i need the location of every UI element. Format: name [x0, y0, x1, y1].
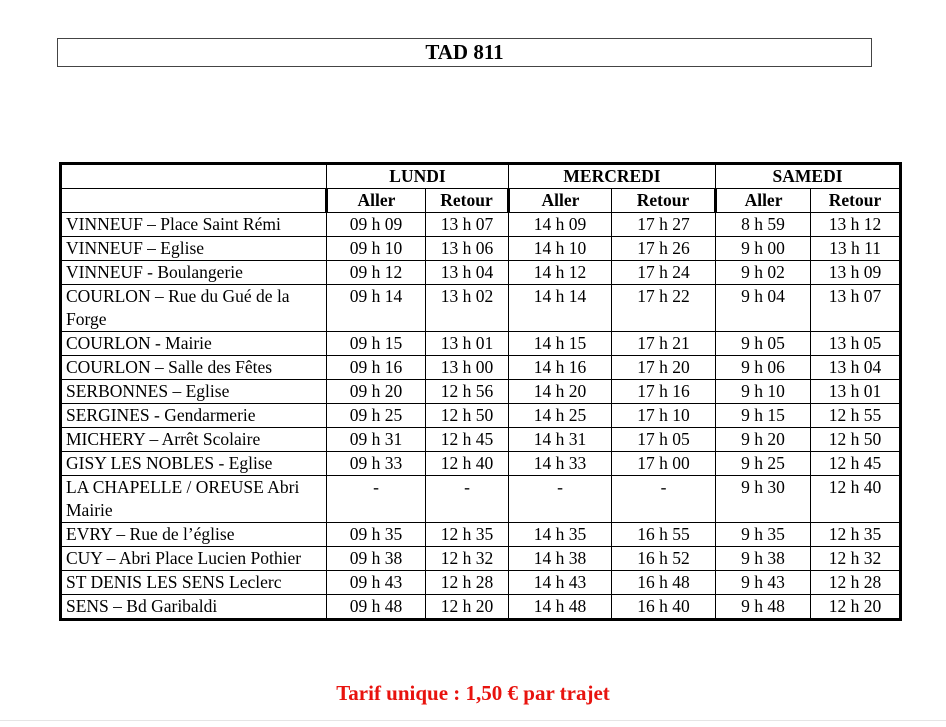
table-row — [61, 285, 901, 332]
time-cell: 13 h 04 — [811, 356, 901, 380]
corner-cell-2 — [61, 189, 327, 213]
time-cell: 12 h 32 — [811, 547, 901, 571]
time-cell: 13 h 12 — [811, 213, 901, 237]
time-cell: 12 h 45 — [811, 452, 901, 476]
table-row — [61, 380, 901, 404]
time-cell: 9 h 10 — [716, 380, 811, 404]
time-cell: 14 h 12 — [509, 261, 612, 285]
time-cell: 09 h 16 — [327, 356, 426, 380]
time-cell: 12 h 55 — [811, 404, 901, 428]
timetable — [59, 162, 902, 621]
time-cell: 14 h 09 — [509, 213, 612, 237]
time-cell: 13 h 09 — [811, 261, 901, 285]
direction-header: Aller — [509, 189, 612, 213]
day-header-row — [61, 164, 901, 189]
time-cell: 17 h 21 — [612, 332, 716, 356]
time-cell: 9 h 43 — [716, 571, 811, 595]
stop-name: MICHERY – Arrêt Scolaire — [61, 428, 327, 452]
time-cell: 13 h 04 — [426, 261, 509, 285]
stop-name: CUY – Abri Place Lucien Pothier — [61, 547, 327, 571]
time-cell: 12 h 28 — [811, 571, 901, 595]
time-cell: 09 h 10 — [327, 237, 426, 261]
time-cell: 12 h 20 — [811, 595, 901, 620]
time-cell: 09 h 35 — [327, 523, 426, 547]
corner-cell — [61, 164, 327, 189]
time-cell: 17 h 22 — [612, 285, 716, 332]
table-row — [61, 523, 901, 547]
table-row — [61, 332, 901, 356]
time-cell: 9 h 02 — [716, 261, 811, 285]
time-cell: 12 h 56 — [426, 380, 509, 404]
direction-header: Retour — [612, 189, 716, 213]
time-cell: 9 h 04 — [716, 285, 811, 332]
stop-name: LA CHAPELLE / OREUSE Abri Mairie — [61, 476, 327, 523]
tarif-note: Tarif unique : 1,50 € par trajet — [336, 681, 610, 705]
time-cell: 9 h 48 — [716, 595, 811, 620]
time-cell: 17 h 10 — [612, 404, 716, 428]
table-row — [61, 404, 901, 428]
direction-header: Retour — [426, 189, 509, 213]
time-cell: 14 h 16 — [509, 356, 612, 380]
time-cell: 9 h 30 — [716, 476, 811, 523]
day-header-samedi: SAMEDI — [716, 164, 901, 189]
time-cell: 14 h 15 — [509, 332, 612, 356]
direction-header: Aller — [716, 189, 811, 213]
time-cell: - — [426, 476, 509, 523]
time-cell: 13 h 00 — [426, 356, 509, 380]
table-row — [61, 428, 901, 452]
time-cell: 14 h 20 — [509, 380, 612, 404]
time-cell: 9 h 15 — [716, 404, 811, 428]
table-row — [61, 547, 901, 571]
time-cell: 12 h 35 — [426, 523, 509, 547]
table-row — [61, 476, 901, 523]
time-cell: 14 h 31 — [509, 428, 612, 452]
direction-header-row — [61, 189, 901, 213]
time-cell: 14 h 14 — [509, 285, 612, 332]
time-cell: 17 h 16 — [612, 380, 716, 404]
stop-name: EVRY – Rue de l’église — [61, 523, 327, 547]
time-cell: 09 h 38 — [327, 547, 426, 571]
table-row — [61, 595, 901, 620]
time-cell: 14 h 35 — [509, 523, 612, 547]
time-cell: 12 h 32 — [426, 547, 509, 571]
stop-name: ST DENIS LES SENS Leclerc — [61, 571, 327, 595]
time-cell: 12 h 40 — [811, 476, 901, 523]
time-cell: 14 h 10 — [509, 237, 612, 261]
time-cell: 09 h 25 — [327, 404, 426, 428]
time-cell: 16 h 40 — [612, 595, 716, 620]
time-cell: 12 h 50 — [426, 404, 509, 428]
time-cell: 12 h 50 — [811, 428, 901, 452]
time-cell: 09 h 12 — [327, 261, 426, 285]
stop-name: SENS – Bd Garibaldi — [61, 595, 327, 620]
table-row — [61, 237, 901, 261]
table-row — [61, 261, 901, 285]
stop-name: GISY LES NOBLES - Eglise — [61, 452, 327, 476]
time-cell: 9 h 25 — [716, 452, 811, 476]
time-cell: - — [612, 476, 716, 523]
table-row — [61, 452, 901, 476]
time-cell: 12 h 40 — [426, 452, 509, 476]
time-cell: 14 h 33 — [509, 452, 612, 476]
stop-name: COURLON – Salle des Fêtes — [61, 356, 327, 380]
time-cell: 09 h 43 — [327, 571, 426, 595]
time-cell: 13 h 07 — [426, 213, 509, 237]
time-cell: 16 h 52 — [612, 547, 716, 571]
stop-name: VINNEUF – Place Saint Rémi — [61, 213, 327, 237]
time-cell: 09 h 14 — [327, 285, 426, 332]
time-cell: 17 h 05 — [612, 428, 716, 452]
time-cell: 9 h 06 — [716, 356, 811, 380]
time-cell: 9 h 05 — [716, 332, 811, 356]
time-cell: - — [327, 476, 426, 523]
time-cell: 8 h 59 — [716, 213, 811, 237]
time-cell: 17 h 24 — [612, 261, 716, 285]
time-cell: 09 h 48 — [327, 595, 426, 620]
day-header-mercredi: MERCREDI — [509, 164, 716, 189]
page-bottom-divider — [0, 720, 946, 721]
time-cell: 9 h 38 — [716, 547, 811, 571]
time-cell: 9 h 00 — [716, 237, 811, 261]
table-row — [61, 571, 901, 595]
time-cell: 13 h 02 — [426, 285, 509, 332]
time-cell: 12 h 45 — [426, 428, 509, 452]
table-row — [61, 213, 901, 237]
day-header-lundi: LUNDI — [327, 164, 509, 189]
stop-name: VINNEUF – Eglise — [61, 237, 327, 261]
stop-name: SERGINES - Gendarmerie — [61, 404, 327, 428]
time-cell: 09 h 09 — [327, 213, 426, 237]
time-cell: 09 h 15 — [327, 332, 426, 356]
time-cell: 17 h 20 — [612, 356, 716, 380]
time-cell: 14 h 25 — [509, 404, 612, 428]
time-cell: 13 h 06 — [426, 237, 509, 261]
title-box — [57, 38, 872, 67]
stop-name: SERBONNES – Eglise — [61, 380, 327, 404]
time-cell: 17 h 00 — [612, 452, 716, 476]
table-row — [61, 356, 901, 380]
time-cell: 09 h 33 — [327, 452, 426, 476]
time-cell: 17 h 26 — [612, 237, 716, 261]
stop-name: COURLON – Rue du Gué de la Forge — [61, 285, 327, 332]
time-cell: - — [509, 476, 612, 523]
time-cell: 09 h 31 — [327, 428, 426, 452]
time-cell: 14 h 43 — [509, 571, 612, 595]
time-cell: 9 h 20 — [716, 428, 811, 452]
time-cell: 13 h 01 — [426, 332, 509, 356]
time-cell: 14 h 38 — [509, 547, 612, 571]
stop-name: COURLON - Mairie — [61, 332, 327, 356]
time-cell: 09 h 20 — [327, 380, 426, 404]
page-title: TAD 811 — [425, 40, 504, 64]
direction-header: Retour — [811, 189, 901, 213]
time-cell: 13 h 11 — [811, 237, 901, 261]
time-cell: 17 h 27 — [612, 213, 716, 237]
time-cell: 12 h 28 — [426, 571, 509, 595]
time-cell: 13 h 05 — [811, 332, 901, 356]
time-cell: 13 h 01 — [811, 380, 901, 404]
time-cell: 12 h 35 — [811, 523, 901, 547]
time-cell: 14 h 48 — [509, 595, 612, 620]
direction-header: Aller — [327, 189, 426, 213]
stop-name: VINNEUF - Boulangerie — [61, 261, 327, 285]
time-cell: 13 h 07 — [811, 285, 901, 332]
time-cell: 16 h 55 — [612, 523, 716, 547]
time-cell: 16 h 48 — [612, 571, 716, 595]
time-cell: 12 h 20 — [426, 595, 509, 620]
time-cell: 9 h 35 — [716, 523, 811, 547]
